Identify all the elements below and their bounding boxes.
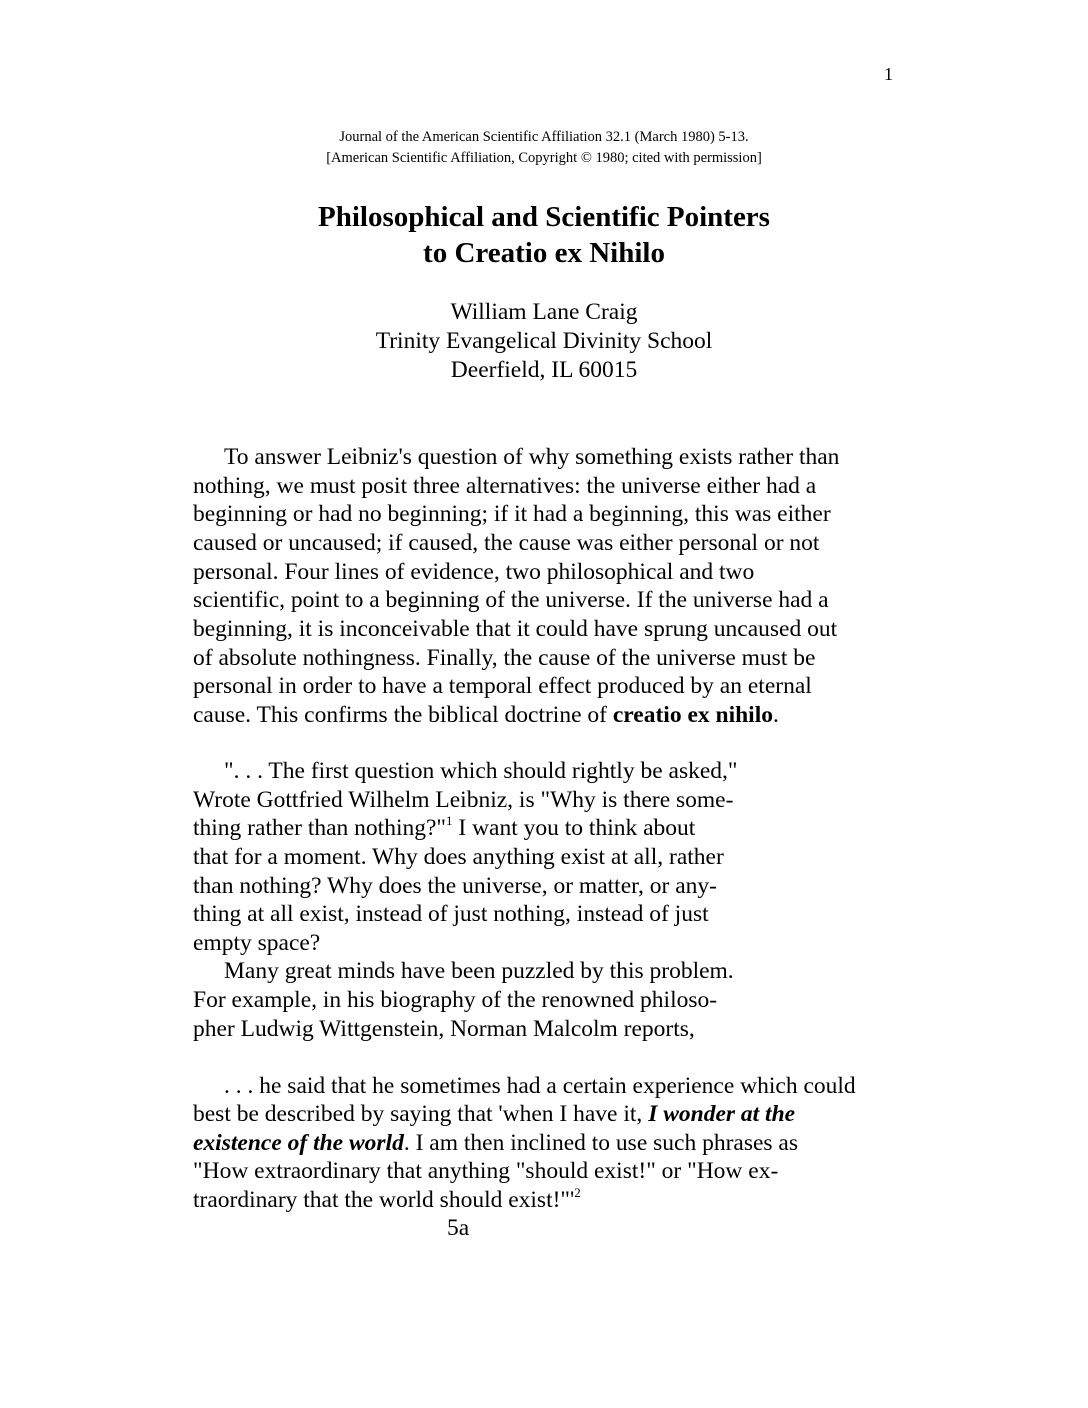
body-line: empty space? xyxy=(193,930,321,956)
body-line: pher Ludwig Wittgenstein, Norman Malcolm reports, xyxy=(193,1016,695,1042)
title-line-2: to Creatio ex Nihilo xyxy=(423,237,665,269)
quote-line: . . . he said that he sometimes had a certain experience which could xyxy=(224,1073,856,1099)
abstract-line: cause. This confirms the biblical doctrine of creatio ex nihilo. xyxy=(193,702,779,728)
abstract-line: of absolute nothingness. Finally, the cause of the universe must be xyxy=(193,645,816,671)
abstract-line: caused or uncaused; if caused, the cause was either personal or not xyxy=(193,530,820,556)
creatio-ex-nihilo-bold: creatio ex nihilo xyxy=(612,702,773,728)
author-institution: Trinity Evangelical Divinity School xyxy=(375,328,713,354)
abstract-line: personal. Four lines of evidence, two philosophical and two xyxy=(193,559,755,585)
quote-line: "How extraordinary that anything "should exist!" or "How ex- xyxy=(193,1158,779,1184)
quote-emphasis: I wonder at the xyxy=(648,1101,796,1127)
body-line: ". . . The first question which should rightly be asked," xyxy=(224,758,738,784)
abstract-line: personal in order to have a temporal effect produced by an eternal xyxy=(193,673,812,699)
title-line-1: Philosophical and Scientific Pointers xyxy=(318,201,770,233)
page-label: 5a xyxy=(447,1215,470,1241)
body-line: that for a moment. Why does anything exist at all, rather xyxy=(193,844,724,870)
body-line: For example, in his biography of the renowned philoso- xyxy=(193,987,718,1013)
abstract-line: beginning, it is inconceivable that it could have sprung uncaused out xyxy=(193,616,838,642)
quote-line: traordinary that the world should $exist!"'^2$ xyxy=(193,1185,581,1213)
citation-line-1: Journal of the American Scientific Affiliation 32.1 (March 1980) 5-13. xyxy=(339,129,749,145)
footnote-marker: 2 xyxy=(574,1185,581,1200)
body-line: thing rather than nothing?"$^1$ I want you to think about xyxy=(193,813,696,841)
author-location: Deerfield, IL 60015 xyxy=(450,357,638,383)
abstract-line: scientific, point to a beginning of the universe. If the universe had a xyxy=(193,587,829,613)
abstract-line: beginning or had no beginning; if it had a beginning, this was either xyxy=(193,501,831,527)
author-name: William Lane Craig xyxy=(450,299,638,325)
citation-line-2: [American Scientific Affiliation, Copyright © 1980; cited with permission] xyxy=(326,150,762,166)
footnote-marker: 1 xyxy=(446,813,453,828)
quote-line: best be described by saying that 'when I have it, I wonder at the xyxy=(193,1101,796,1127)
body-line: than nothing? Why does the universe, or matter, or any- xyxy=(193,873,717,899)
body-line: Many great minds have been puzzled by this problem. xyxy=(224,958,734,984)
quote-line: existence of the world. I am then inclined to use such phrases as xyxy=(193,1130,799,1156)
abstract-line: To answer Leibniz's question of why something exists rather than xyxy=(224,444,840,470)
abstract-line: nothing, we must posit three alternatives: the universe either had a xyxy=(193,473,817,499)
page-number: 1 xyxy=(884,64,893,84)
quote-emphasis: existence of the world xyxy=(193,1130,404,1156)
body-line: Wrote Gottfried Wilhelm Leibniz, is "Why is there some- xyxy=(193,787,734,813)
body-line: thing at all exist, instead of just nothing, instead of just xyxy=(193,901,709,927)
